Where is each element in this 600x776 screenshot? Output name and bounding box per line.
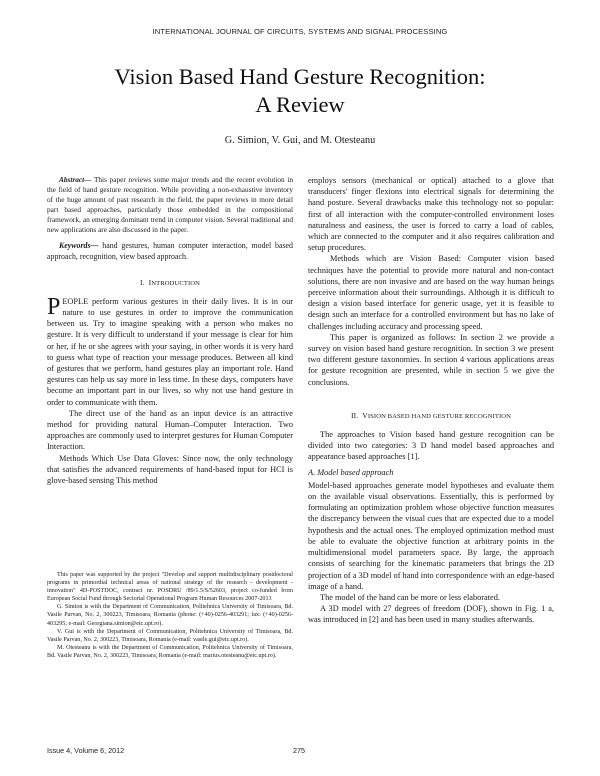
abstract-label: Abstract— bbox=[59, 175, 92, 184]
section-1-number: I. bbox=[140, 277, 145, 287]
footnote-gui: V. Gui is with the Department of Communication, Politehnica University of Timisoara, Bd. Vasile Parvan, No. 2, 300223, Timisoara, Romania (e-mail: vasile.gui@etc.upt.ro). bbox=[47, 628, 293, 643]
right-column bbox=[308, 175, 554, 626]
intro-paragraph-3: Methods Which Use Data Gloves: Since now, the only technology that satisfies the advanced requirements of hand-based input for HCI is glove-based sensing This method bbox=[47, 453, 293, 486]
section-2-first-letter: V bbox=[362, 410, 368, 420]
footnote-otesteanu: M. Otesteanu is with the Department of Communication, Politehnica University of Timisoara, Bd. Vasile Parvan, No. 2, 300223, Timisoara, Romania (e-mail: marius.otesteanu@etc.upt.ro). bbox=[47, 644, 293, 659]
author-list: G. Simion, V. Gui, and M. Otesteanu bbox=[224, 135, 376, 146]
model-paragraph-2: The model of the hand can be more or less elaborated. bbox=[320, 592, 500, 602]
drop-cap: P bbox=[47, 293, 61, 320]
footnotes bbox=[47, 571, 293, 660]
section-1-first-letter: I bbox=[148, 277, 152, 287]
footnote-simion: G. Simion is with the Department of Communication, Politehnica University of Timisoara, Bd. Vasile Parvan, No. 2, 300223, Timisoara, Romania (phone: (+40)-0256-403291; fax: (+40)-0256-403295; e-mail: Georgiana.simion@etc.upt.ro). bbox=[47, 604, 293, 627]
section-2-paragraph-1: The approaches to Vision based hand gesture recognition can be divided into two categories: 3 D hand model based approaches and appearance based approaches [1]. bbox=[308, 430, 554, 462]
journal-running-head: INTERNATIONAL JOURNAL OF CIRCUITS, SYSTEMS AND SIGNAL PROCESSING bbox=[152, 27, 448, 36]
model-paragraph-1: Model-based approaches generate model hypotheses and evaluate them on the available visual observations. Essentially, this is performed by formulating an optimization problem whose objective function measures the discrepancy between the visual cues that are expected due to a model hypothesis and the actual ones. The employed optimization method must be able to evaluate the objective function at arbitrary points in the multidimensional model parameters space. By large, the approach consists of searching for the kinematic parameters that brings the 2D projection of a 3D model of hand into correspondence with an edge-based image of a hand. bbox=[308, 480, 554, 591]
intro-text-1: perform various gestures in their daily lives. It is in our nature to use gestures in order to improve the communication between us. Try to imagine speaking with a person who makes no gesture. It is very difficult to understand if your message is clear for him or her, if he or she agrees with your saying, in other words it is very hard to guess what type of reaction your message produces. Between all kind of gestures that we perform, hand gestures play an important role. Hand gestures can help us say more in less time. In these days, computers have become an important part in our lives, so why not use hand gesture in order to communicate with them. bbox=[47, 296, 293, 407]
paper-title bbox=[60, 63, 540, 119]
left-column bbox=[47, 175, 293, 486]
intro-paragraph-1 bbox=[47, 293, 293, 408]
right-paragraph-1: employs sensors (mechanical or optical) attached to a glove that transducers' finger flexions into electrical signals for determining the hand posture. Several drawbacks make this technology not so popular: first of all interaction with the computer-controlled environment loses naturalness and easiness, the user is forced to carry a load of cables, which are connected to the computer and it also requires calibration and setup procedures. bbox=[308, 176, 554, 253]
footnote-support: This paper was supported by the project "Develop and support multidisciplinary postdoctoral programs in primordial technical areas of national strategy of the research - development - innovation" 4D-POSTDOC, contract nr. POSDRU /89/1.5/S/52603, project co-funded from European Social Fund through Sectorial Operational Program Human Resources 2007-2013 bbox=[47, 572, 293, 603]
keywords bbox=[47, 241, 293, 262]
section-1-heading bbox=[47, 277, 293, 289]
right-paragraph-3: This paper is organized as follows: In section 2 we provide a survey on vision based hand gesture recognition. In section 3 we present two different gesture taxonomies. In section 4 various applications areas for gesture recognition are presented, while in section 5 we give the conclusions. bbox=[308, 332, 554, 387]
section-1-rest: NTRODUCTION bbox=[151, 279, 200, 287]
intro-paragraph-2: The direct use of the hand as an input device is an attractive method for providing natural Human–Computer Interaction. Two approaches are commonly used to interpret gestures for Human Computer Interaction. bbox=[47, 408, 293, 452]
footer-issue: Issue 4, Volume 6, 2012 bbox=[47, 746, 125, 755]
abstract-text: This paper reviews some major trends and the recent evolution in the field of hand gesture recognition. While providing a non-exhaustive inventory of the huge amount of past research in the field, the paper reviews in more detail part based approaches, particularly those embedded in the compositional framework, an emerging dominant trend in computer vision. Several traditional and new applications are also discussed in the paper. bbox=[47, 175, 293, 234]
abstract bbox=[47, 175, 293, 234]
model-paragraph-3: A 3D model with 27 degrees of freedom (DOF), shown in Fig. 1 a, was introduced in [2] and has been used in many studies afterwards. bbox=[308, 604, 554, 625]
section-2-heading bbox=[308, 410, 554, 422]
section-2-rest: ISION BASED HAND GESTURE RECOGNITION bbox=[367, 412, 512, 420]
subsection-a-heading: A. Model based approach bbox=[308, 467, 394, 477]
title-line-2: A Review bbox=[255, 92, 345, 117]
page-number: 275 bbox=[293, 746, 305, 755]
intro-caps: EOPLE bbox=[62, 296, 89, 306]
keywords-text: hand gestures, human computer interaction, model based approach, recognition, view based approach. bbox=[47, 241, 293, 262]
section-2-number: II. bbox=[350, 410, 359, 420]
keywords-label: Keywords— bbox=[59, 241, 99, 251]
title-line-1: Vision Based Hand Gesture Recognition: bbox=[114, 64, 486, 89]
right-paragraph-2: Methods which are Vision Based: Computer vision based techniques have the potential to provide more natural and non-contact solutions, there are non invasive and are based on the way human beings perceive information about their surroundings. Although it is difficult to design a vision based interface for generic usage, yet it is feasible to design such an interface for a controlled environment but has no lake of challenges including accuracy and processing speed. bbox=[308, 254, 554, 331]
